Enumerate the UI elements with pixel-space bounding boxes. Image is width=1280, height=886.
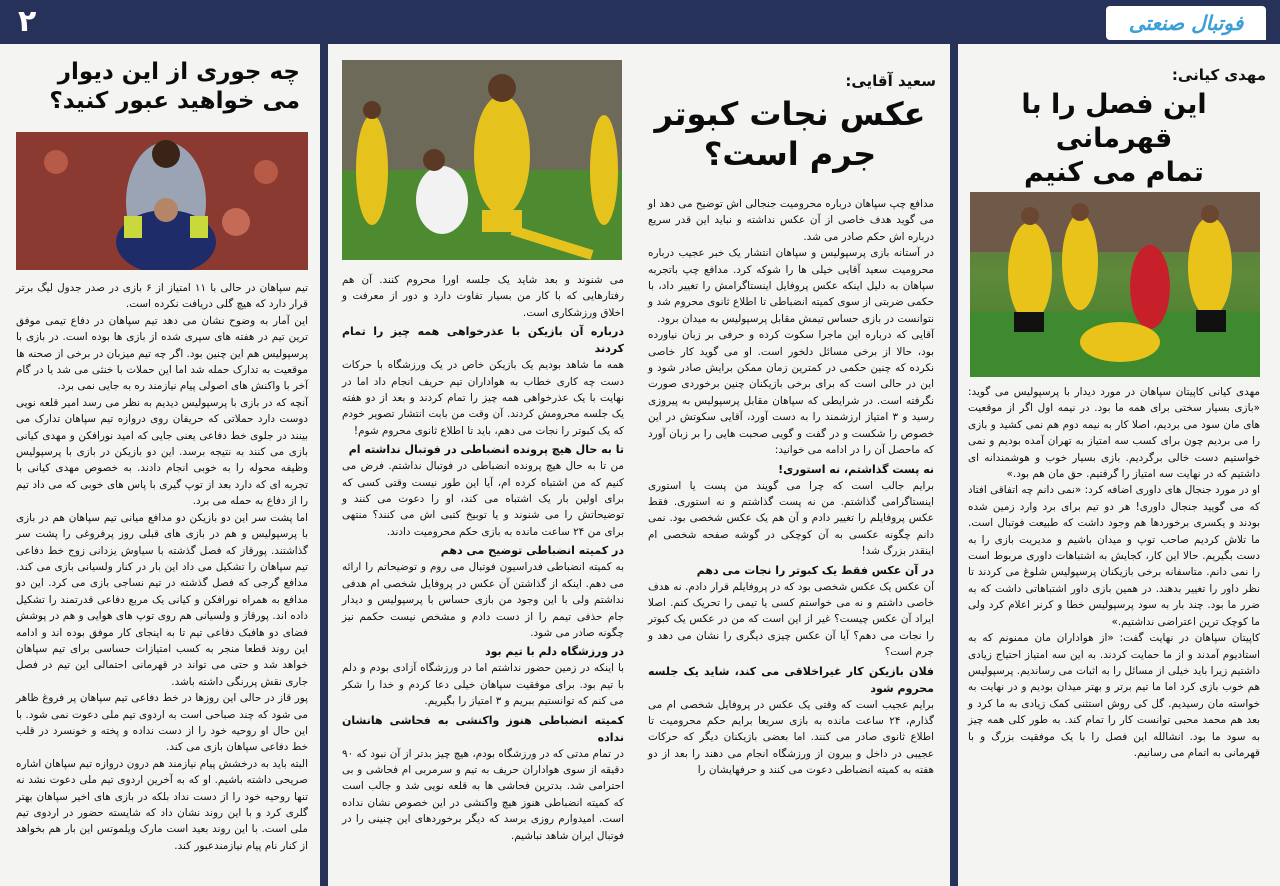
column-divider — [950, 44, 958, 886]
paragraph: تیم سپاهان در حالی با ۱۱ امتیاز از ۶ بازی در صدر جدول لیگ برتر قرار دارد که هیچ گلی دریافت نکرده است. — [16, 282, 308, 311]
headline-line: تمام می کنیم — [1024, 156, 1204, 188]
photo-scene — [342, 60, 622, 260]
headline-line: این فصل را با قهرمانی — [1021, 89, 1207, 154]
subheading: درباره آن بازیکن با عذرخواهی همه چیز را تمام کردند — [342, 325, 624, 356]
paragraph: در آستانه بازی پرسپولیس و سپاهان انتشار یک خبر عجیب درباره محرومیت سعید آقایی خیلی ها را شوکه کرد. مدافع چپ باتجربه سپاهان به دلیل اینکه عکس پروفایل اینستاگرامش را تغییر داد، با حکمی ضربتی از سوی کمیته انضباطی تا اطلاع ثانوی محروم شد و نتوانست در بازی حساس تیمش مقابل پرسپولیس به میدان برود. — [648, 247, 934, 325]
article-aghaei — [640, 44, 940, 886]
publication-logo: فوتبال صنعتی — [1106, 6, 1266, 40]
headline — [640, 94, 940, 174]
paragraph: آنچه که در بازی با پرسپولیس دیدیم به نظر می رسد امیر قلعه نویی دوست دارد حملاتی که حریفان روی دروازه تیم سپاهان تدارک می بینند در جلوی خط دفاعی یعنی جایی که امید نورافکن و مهدی کیانی بازی می کنند به نتیجه برسد. این دو بازیکن در بازی با پرسپولیس وظیفه محوله را به خوبی انجام دادند. به خصوص مهدی کیانی با تجربه ای که دارد بعد از توپ گیری با پاس های خوبی که می داد تیم را از دفاع به حمله می برد. — [16, 396, 308, 508]
headline-line: می خواهید عبور کنید؟ — [49, 87, 300, 114]
paragraph: برایم جالب است که چرا می گویند من پست یا استوری اینستاگرامی گذاشتم. من نه پست گذاشتم و نه استوری. فقط عکس پروفایلم را تغییر دادم و آن هم یک عکس شخصی بود. نمی دانم چگونه عکسی به آن کوچکی در گوشه صفحه شخصی ام اینقدر بزرگ شد! — [648, 479, 934, 558]
paragraph: همه ما شاهد بودیم یک بازیکن خاص در یک ورزشگاه با حرکات دست چه کاری خطاب به هواداران تیم حریف انجام داد اما در نهایت با یک عذرخواهی همه چیز را تمام کردند و بعد از دو هفته یک جلسه محرومش کردند. آن وقت من بابت انتشار تصویر خودم که یک کبوتر را نجات می دهم، باید تا اطلاع ثانوی محروم شوم! — [342, 359, 624, 437]
subheading: کمیته انضباطی هنوز واکنشی به فحاشی هانشان نداده — [342, 713, 624, 744]
article-body — [648, 196, 934, 779]
kicker: مهدی کیانی: — [1171, 66, 1266, 84]
paragraph: برایم عجیب است که وقتی یک عکس در پروفایل شخصی ام می گذارم، ۲۴ ساعت مانده به بازی سریعا برایم حکم محرومیت تا اطلاع ثانوی صادر می کنند. اما بعضی بازیکنان دیگر که حرکات عجیبی در داخل و بیرون از ورزشگاه انجام می دهند را بعد از دو هفته به کمیته انضباطی دعوت می کنند و حرفهایشان را — [648, 698, 934, 777]
headline-line: جرم است؟ — [703, 135, 877, 173]
paragraph: آقایی که درباره این ماجرا سکوت کرده و حرفی بر زبان نیاورده بود، حالا از برخی مسائل دلخور است. او می گوید کار خاصی نکرده که چنین حکمی در کمترین زمان ممکن برایش صادر شود و این در حالی است که برای برخی بازیکنان چنین برخوردی صورت نگرفته است. در شرایطی که سپاهان مقابل پرسپولیس به پیروزی رسید و ۳ امتیاز ارزشمند را به دست آورد، آقایی سکوتش در این خصوص را شکست و در گفت و گویی صحبت هایی را بر زبان آورد که ماحصل آن را در ادامه می خوانید: — [648, 329, 935, 457]
subheading: نه پست گذاشتم، نه استوری! — [778, 462, 934, 476]
headline — [962, 88, 1266, 189]
subheading: در کمیته انضباطی توضیح می دهم — [440, 544, 624, 558]
article-kiani — [962, 44, 1266, 886]
paragraph: می شنوند و بعد شاید یک جلسه اورا محروم کنند. آن هم رفتارهایی که با کار من بسیار تفاوت دارد و دور از معرفت و اخلاق ورزشکاری است. — [342, 274, 624, 319]
article-defense-wall — [10, 44, 314, 886]
paragraph: با اینکه در زمین حضور نداشتم اما در ورزشگاه آزادی بودم و دلم با تیم بود. برای موفقیت سپاهان خیلی دعا کردم و خدا را شکر می کنم که توانستیم ببریم و ۳ امتیاز را بگیریم. — [342, 662, 624, 708]
paragraph: البته باید به درخشش پیام نیازمند هم درون دروازه تیم سپاهان اشاره صریحی داشته باشیم. او که به آخرین اردوی تیم ملی دعوت نشد نه تنها روحیه خود را از دست نداد بلکه در بازی های اخیر سپاهان بهتر گلری کرد و با این روند نشان داد که شایسته حضور در اردوی تیم ملی است. با این روند بعید است مارک ویلموتس این بار هم بخواهد از کنار نام پیام نیازمندعبور کند. — [16, 757, 308, 852]
kicker: سعید آقایی: — [845, 72, 936, 90]
paragraph: مهدی کیانی کاپیتان سپاهان در مورد دیدار با پرسپولیس می گوید: «بازی بسیار سختی برای همه ما بود. در نیمه اول اگر از موقعیت های مان سود می بردیم، اصلا کار به نیمه دوم هم نمی کشید و بازی را می بردیم چون برای کسب سه امتیاز به تهران آمده بودیم و نمی خواستیم دست خالی برگردیم. بازی بسیار خوب و هوشمندانه ای داشتیم که در نهایت سه امتیاز را گرفتیم. حق مان هم بود.» — [968, 386, 1260, 481]
article-body — [968, 384, 1260, 761]
photo-kiani-match — [970, 192, 1260, 377]
paragraph: من تا به حال هیچ پرونده انضباطی در فوتبال نداشتم. فرض می کنیم که من اشتباه کرده ام، آیا این طور نیست وقتی کسی که برای اولین بار یک اشتباه می کند، او را دعوت می کنند و توضیحاتش را می شنوند و یا توبیخ کتبی اش می کنند؟ منتهی برای من ۲۴ ساعت مانده به بازی حکم محرومیت دادند. — [342, 460, 624, 538]
masthead — [0, 0, 1280, 44]
page-number: ۲ — [18, 4, 37, 39]
article-aghaei-continued — [334, 44, 630, 886]
headline — [10, 58, 314, 116]
headline-line: عکس نجات کبوتر — [654, 95, 926, 133]
paragraph: اما پشت سر این دو بازیکن دو مدافع میانی تیم سپاهان هم در بازی با پرسپولیس و هم در بازی های قبلی روز پرفروغی را پشت سر گذاشتند. پورقاز که فصل گذشته با سیاوش یزدانی زوج خط دفاعی تیم سپاهان را تشکیل می داد این بار در کنار ولسیانی بازی می کند. مدافع گرجی که فصل گذشته در تیم نساجی بازی می کرد. این دو مدافع به همراه نورافکن و کیانی یک مربع دفاعی قدرتمند را تشکیل داده اند. پورقاز و ولسیانی هم روی توپ های هوایی و هم در پوشش فضای دو هافبک دفاعی تیم تا به اینجای کار موفق بوده اند و ادامه این روند قطعا منجر به کسب امتیازات حساسی برای تیم سپاهان خواهد شد و حتی می تواند در قهرمانی احتمالی این تیم در فصل جاری نقش پررنگی داشته باشد. — [16, 511, 308, 688]
photo-scene — [16, 132, 308, 270]
paragraph: پور قاز در حالی این روزها در خط دفاعی تیم سپاهان پر فروغ ظاهر می شود که چند صباحی است به اردوی تیم ملی دعوت نمی شود. با این حال او روحیه خود را از دست نداده و پخته و خونسرد در قلب خط دفاعی سپاهان بازی می کند. — [16, 692, 308, 754]
photo-scene — [970, 192, 1260, 377]
newspaper-page — [0, 44, 1280, 886]
subheading: فلان بازیکن کار غیراخلاقی می کند، شاید یک جلسه محروم شود — [648, 664, 934, 695]
photo-aghaei-tackle — [342, 60, 622, 260]
paragraph: در تمام مدتی که در ورزشگاه بودم، هیچ چیز بدتر از آن نبود که ۹۰ دقیقه از سوی هواداران حریف به تیم و سرمربی ام فحاشی و بی احترامی شد. بدترین فحاشی ها به قلعه نویی شد و جالب است که کمیته انضباطی هنوز هیچ واکنشی در این خصوص نشان نداده است. امیدوارم روزی برسد که دیگر برخوردهای این چنینی را در فوتبال ایران شاهد نباشیم. — [342, 747, 624, 842]
paragraph: مدافع چپ سپاهان درباره محرومیت جنجالی اش توضیح می دهد او می گوید هدف خاصی از آن عکس نداشته و نباید این قدر سریع درباره اش حکم صادر می شد. — [648, 198, 934, 243]
article-body — [342, 272, 624, 844]
paragraph: کاپیتان سپاهان در نهایت گفت: «از هواداران مان ممنونم که به استادیوم آمدند و از ما حمایت کردند. به این سه امتیاز احتیاج زیادی داشتیم زیرا باید خیلی از مسائل را به اثبات می رساندیم. پرسپولیس هم خوب بازی کرد اما ما تیم برتر و بهتر میدان بودیم و در نهایت به خواسته مان رسیدیم. گل کی روش استثنی کمک زیادی به ما کرد و بعد هم محمد محبی توانست کار را تمام کند. به طور کلی همه چیز به سود ما بود. انشالله این فصل را با یک موفقیت بزرگ و با قهرمانی به اتمام می رسانیم. — [968, 632, 1260, 759]
subheading: در آن عکس فقط یک کبوتر را نجات می دهم — [696, 563, 934, 577]
column-divider — [320, 44, 328, 886]
photo-goalkeeper-celebration — [16, 132, 308, 270]
paragraph: آن عکس یک عکس شخصی بود که در پروفایلم قرار دادم. نه هدف خاصی داشتم و نه می خواستم کسی یا تیمی را تحریک کنم. اصلا ایراد آن عکس چیست؟ غیر از این است که من در عکس یک کبوتر را نجات می دهم؟ آیا آن عکس چیزی دیگری را نشان می دهد و جرم است؟ — [648, 580, 934, 659]
subheading: تا به حال هیچ پرونده انضباطی در فوتبال نداشته ام — [348, 443, 624, 457]
subheading: در ورزشگاه دلم با تیم بود — [484, 645, 624, 659]
paragraph: به کمیته انضباطی فدراسیون فوتبال می روم و توضیحاتم را ارائه می دهم. اینکه از گذاشتن آن عکس در پروفایل شخصی ام هدفی نداشتم ولی با این وجود من بازی حساس با پرسپولیس و دیدار جام حذفی تیمم را از دست دادم و مشخص نیست حکمم نیز چگونه صادر می شود. — [342, 561, 624, 639]
paragraph: این آمار به وضوح نشان می دهد تیم سپاهان در دفاع تیمی موفق ترین تیم در هفته های سپری شده از بازی ها بوده است. در بازی با پرسپولیس هم این چنین بود. اگر چه تیم میزبان در برخی از صحنه ها موقعیت به تدارک حمله شد اما این حملات با خنثی می شد یا در گام آخر با واکنش های اصولی پیام نیازمند ره به جایی نمی برد. — [16, 314, 308, 393]
article-body — [16, 280, 308, 854]
paragraph: او در مورد جنجال های داوری اضافه کرد: «نمی دانم چه اتفاقی افتاد که می گویید جنجال داوری! هر دو تیم برای برد وارد زمین شده بودند و یکسری برخوردها هم وجود داشت که طبیعت فوتبال است. ما تلاش کردیم صاحب توپ و میدان باشیم و مدیریت بازی را به دست بگیریم. حالا این کار، کجایش به اشتباهات داوری مربوط است را نمی دانم. متاسفانه برخی بازیکنان پرسپولیس شلوغ می کردند تا نظر داور را تغییر بدهند. در همین بازی داور اشتباهاتی داشت که به ضرر ما بود. چند بار به سود پرسپولیس خطا و کرنر اعلام کرد ولی ما کوچک ترین اعتراضی نداشتیم.» — [968, 484, 1260, 628]
headline-line: چه جوری از این دیوار — [57, 59, 300, 85]
